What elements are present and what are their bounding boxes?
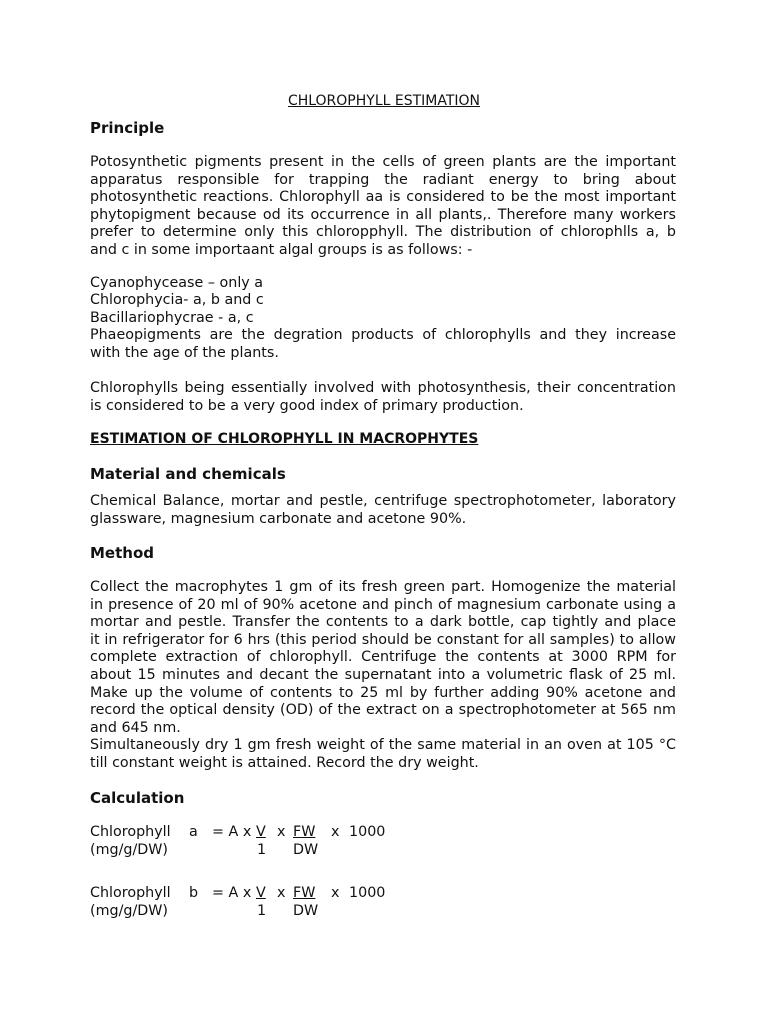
- text-line: record the optical density (OD) of the extract on a spectrophotometer at 565 nm: [90, 702, 676, 719]
- list-item: Bacillariophycrae - a, c: [90, 310, 254, 326]
- text-line: apparatus responsible for trapping the radiant energy to bring about: [90, 171, 676, 188]
- text-line: prefer to determine only this chloropphyll. The distribution of chlorophlls a, b: [90, 224, 676, 241]
- formula-numerator-fw: FW: [293, 885, 316, 901]
- principle-paragraph-3: [90, 380, 676, 415]
- principle-paragraph-1: [90, 154, 676, 260]
- formula-letter: a: [189, 824, 198, 840]
- text-line: and c in some importaant algal groups is as follows: -: [90, 241, 473, 258]
- formula-unit: (mg/g/DW): [90, 903, 169, 919]
- formula-numerator-v: V: [256, 885, 266, 901]
- text-line: complete extraction of chlorophyll. Centrifuge the contents at 3000 RPM for: [90, 649, 676, 666]
- text-line: Collect the macrophytes 1 gm of its fresh green part. Homogenize the material: [90, 579, 676, 595]
- formula-factor: 1000: [349, 824, 386, 840]
- formula-factor: 1000: [349, 885, 386, 901]
- calculation-heading: Calculation: [90, 789, 185, 807]
- text-line: it in refrigerator for 6 hrs (this period should be constant for all samples) to allow: [90, 631, 676, 648]
- text-line: phytopigment because od its occurrence in all plants,. Therefore many workers: [90, 206, 676, 223]
- text-line: glassware, magnesium carbonate and acetone 90%.: [90, 510, 467, 527]
- formula-times: x: [277, 824, 286, 840]
- text-line: Simultaneously dry 1 gm fresh weight of the same material in an oven at 105 °C: [90, 737, 676, 753]
- principle-paragraph-2: [90, 327, 676, 362]
- text-line: Chlorophylls being essentially involved with photosynthesis, their concentration: [90, 380, 676, 396]
- list-item: Cyanophycease – only a: [90, 275, 264, 291]
- estimation-heading: ESTIMATION OF CHLOROPHYLL IN MACROPHYTES: [90, 431, 479, 447]
- text-line: is considered to be a very good index of primary production.: [90, 397, 524, 414]
- text-line: Chemical Balance, mortar and pestle, centrifuge spectrophotometer, laboratory: [90, 493, 676, 509]
- document-title: CHLOROPHYLL ESTIMATION: [287, 93, 481, 109]
- principle-heading: Principle: [90, 119, 165, 137]
- formula-equals: = A x: [212, 824, 252, 840]
- formula-name: Chlorophyll: [90, 824, 171, 840]
- method-paragraph-2: [90, 737, 676, 772]
- formula-numerator-fw: FW: [293, 824, 316, 840]
- formula-name: Chlorophyll: [90, 885, 171, 901]
- formula-denominator-1: 1: [257, 903, 267, 919]
- formula-denominator-1: 1: [257, 842, 267, 858]
- materials-heading: Material and chemicals: [90, 465, 286, 483]
- formula-letter: b: [189, 885, 199, 901]
- text-line: with the age of the plants.: [90, 344, 279, 361]
- list-item: Chlorophycia- a, b and c: [90, 292, 264, 308]
- text-line: about 15 minutes and decant the supernatant into a volumetric flask of 25 ml.: [90, 666, 676, 683]
- text-line: till constant weight is attained. Record the dry weight.: [90, 754, 479, 771]
- method-heading: Method: [90, 544, 154, 562]
- text-line: Potosynthetic pigments present in the cells of green plants are the important: [90, 154, 676, 170]
- formula-times: x: [331, 885, 340, 901]
- materials-paragraph: [90, 493, 676, 528]
- formula-equals: = A x: [212, 885, 252, 901]
- formula-denominator-dw: DW: [293, 903, 319, 919]
- formula-times: x: [277, 885, 286, 901]
- text-line: photosynthetic reactions. Chlorophyll aa is considered to be the most important: [90, 189, 676, 206]
- text-line: mortar and pestle. Transfer the contents to a dark bottle, cap tightly and place: [90, 614, 676, 631]
- formula-denominator-dw: DW: [293, 842, 319, 858]
- formula-numerator-v: V: [256, 824, 266, 840]
- text-line: in presence of 20 ml of 90% acetone and pinch of magnesium carbonate using a: [90, 596, 676, 613]
- text-line: Phaeopigments are the degration products of chlorophylls and they increase: [90, 327, 676, 343]
- text-line: Make up the volume of contents to 25 ml by further adding 90% acetone and: [90, 684, 676, 701]
- text-line: and 645 nm.: [90, 719, 181, 736]
- formula-times: x: [331, 824, 340, 840]
- formula-unit: (mg/g/DW): [90, 842, 169, 858]
- method-paragraph: [90, 579, 676, 737]
